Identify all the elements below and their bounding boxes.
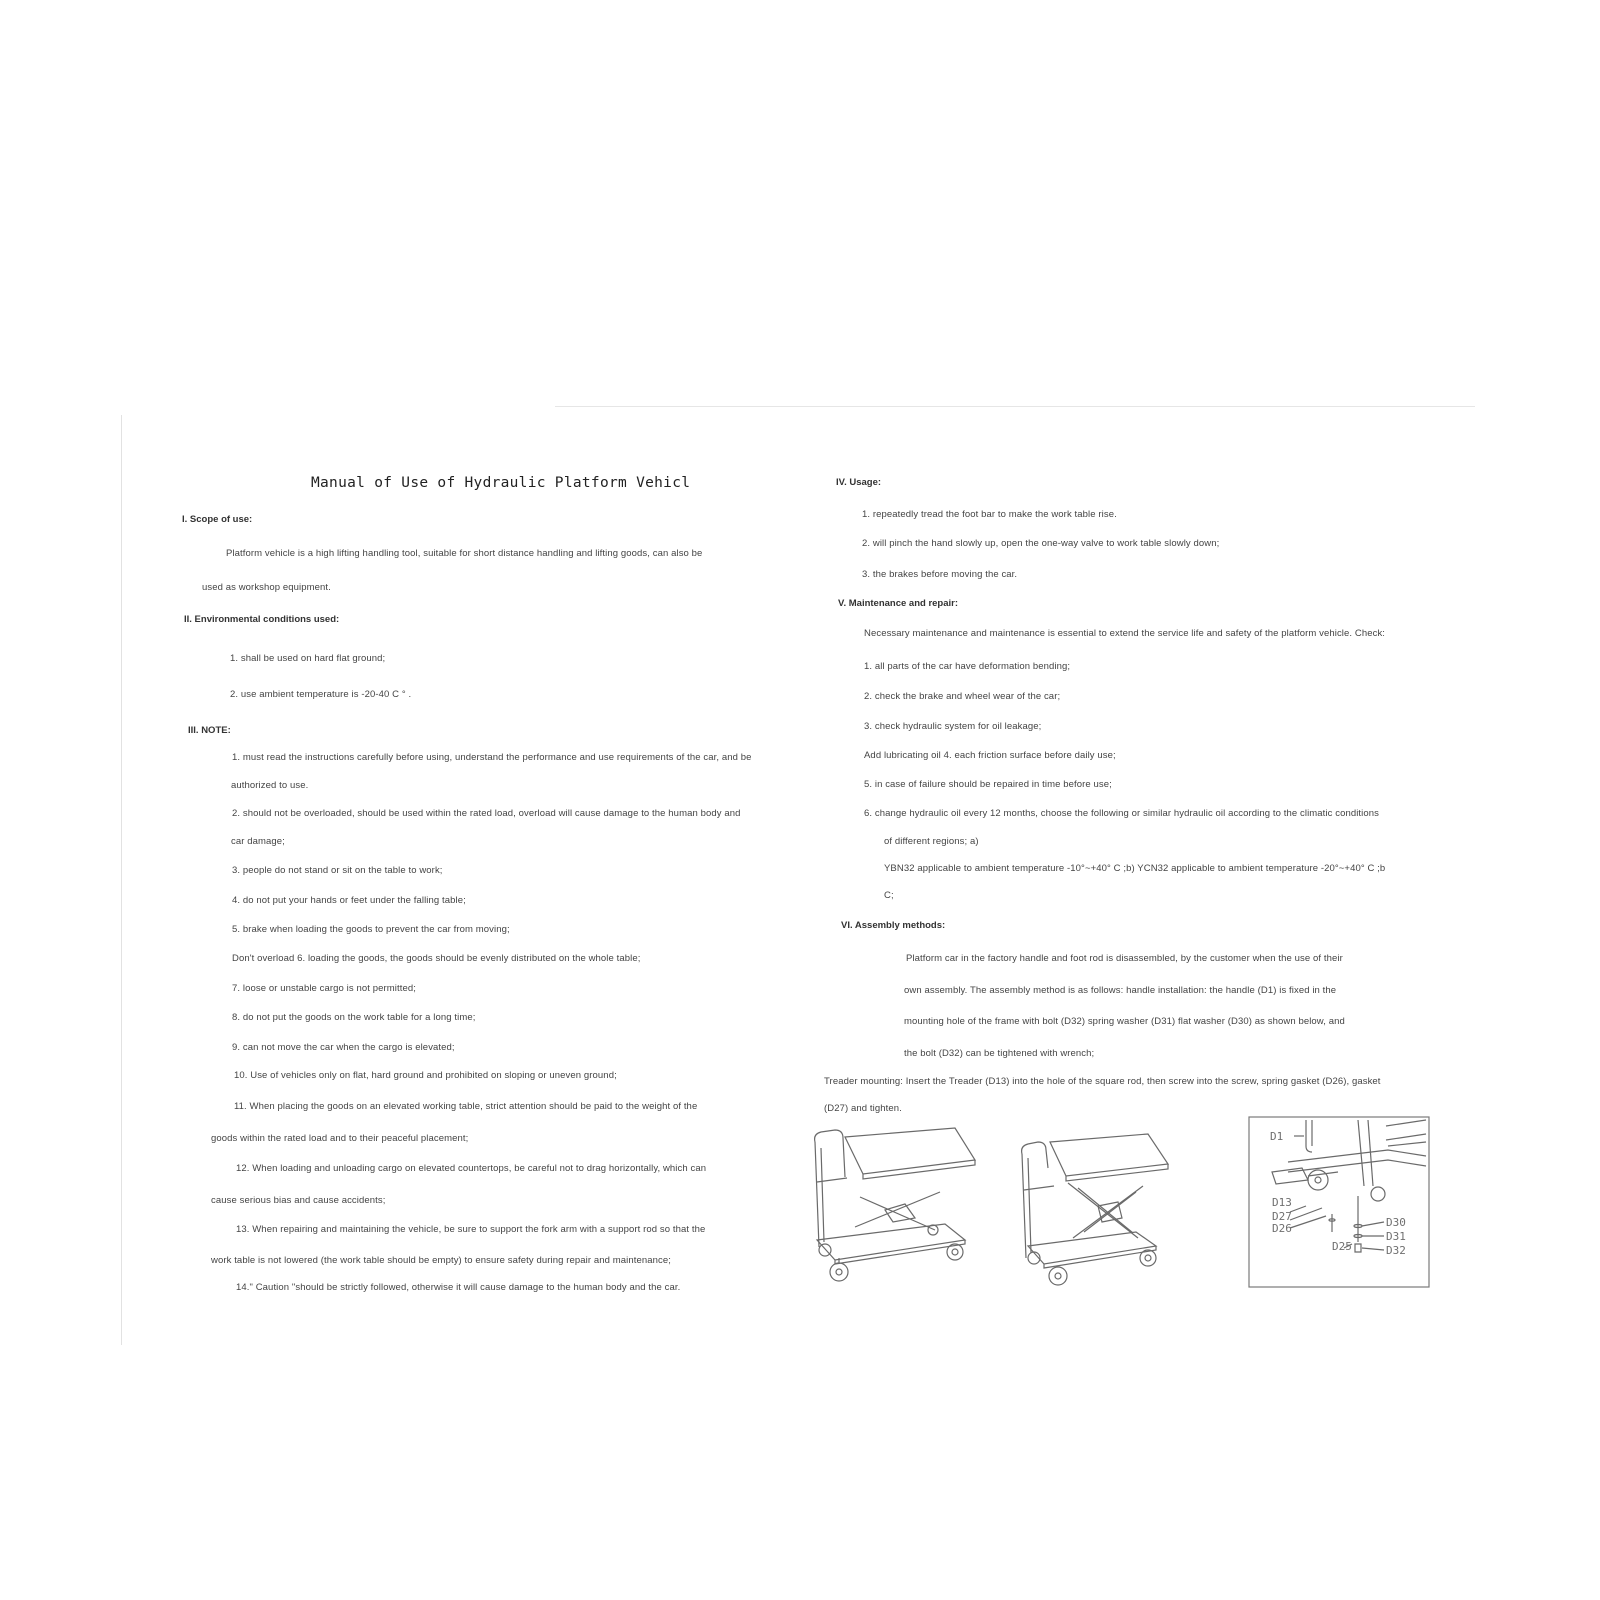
note-4: 4. do not put your hands or feet under the falling table; — [232, 895, 466, 906]
note-1-line1: 1. must read the instructions carefully before using, understand the performance and use requirements of the car, and be — [232, 752, 752, 763]
platform-cart-raised-figure — [1018, 1128, 1178, 1298]
note-10: 10. Use of vehicles only on flat, hard ground and prohibited on sloping or uneven ground; — [234, 1070, 617, 1081]
diagram-label-d30: D30 — [1386, 1216, 1406, 1229]
note-heading: III. NOTE: — [188, 725, 231, 736]
note-14: 14." Caution "should be strictly followed, otherwise it will cause damage to the human body and the car. — [236, 1282, 681, 1293]
usage-item-2: 2. will pinch the hand slowly up, open the one-way valve to work table slowly down; — [862, 538, 1220, 549]
assembly-line2: own assembly. The assembly method is as follows: handle installation: the handle (D1) is fixed in the — [904, 985, 1337, 996]
usage-item-3: 3. the brakes before moving the car. — [862, 569, 1018, 580]
note-1-line2: authorized to use. — [231, 780, 309, 791]
maintenance-3: 3. check hydraulic system for oil leakage; — [864, 721, 1042, 732]
scope-heading: I. Scope of use: — [182, 514, 253, 525]
diagram-label-d31: D31 — [1386, 1230, 1406, 1243]
note-2-line2: car damage; — [231, 836, 285, 847]
maintenance-6-line2: of different regions; a) — [884, 836, 979, 847]
assembly-line1: Platform car in the factory handle and foot rod is disassembled, by the customer when the use of their — [906, 953, 1343, 964]
platform-cart-lowered-figure — [805, 1122, 985, 1297]
maintenance-6-line4: C; — [884, 890, 894, 901]
document-title: Manual of Use of Hydraulic Platform Vehicl — [311, 475, 691, 491]
maintenance-6-line3: YBN32 applicable to ambient temperature -10°~+40° C ;b) YCN32 applicable to ambient temperature -20°~+40° C ;b — [884, 863, 1386, 874]
scope-paragraph-line2: used as workshop equipment. — [202, 582, 331, 593]
note-12-line1: 12. When loading and unloading cargo on elevated countertops, be careful not to drag horizontally, which can — [236, 1163, 707, 1174]
maintenance-6-line1: 6. change hydraulic oil every 12 months, choose the following or similar hydraulic oil according to the climatic conditions — [864, 808, 1379, 819]
note-13-line2: work table is not lowered (the work table should be empty) to ensure safety during repair and maintenance; — [211, 1255, 671, 1266]
note-13-line1: 13. When repairing and maintaining the vehicle, be sure to support the fork arm with a support rod so that the — [236, 1224, 706, 1235]
diagram-label-d25: D25 — [1332, 1240, 1352, 1253]
diagram-label-d32: D32 — [1386, 1244, 1406, 1257]
note-7: 7. loose or unstable cargo is not permitted; — [232, 983, 416, 994]
diagram-label-d13: D13 — [1272, 1196, 1292, 1209]
treader-line1: Treader mounting: Insert the Treader (D13) into the hole of the square rod, then screw into the screw, spring gasket (D26), gasket — [824, 1076, 1381, 1087]
scope-paragraph-line1: Platform vehicle is a high lifting handling tool, suitable for short distance handling and lifting goods, can also be — [226, 548, 703, 559]
note-9: 9. can not move the car when the cargo is elevated; — [232, 1042, 455, 1053]
assembly-line4: the bolt (D32) can be tightened with wrench; — [904, 1048, 1095, 1059]
paper-edge-left — [121, 415, 122, 1345]
treader-line2: (D27) and tighten. — [824, 1103, 902, 1114]
maintenance-2: 2. check the brake and wheel wear of the car; — [864, 691, 1061, 702]
note-11-line1: 11. When placing the goods on an elevated working table, strict attention should be paid to the weight of the — [234, 1101, 698, 1112]
note-12-line2: cause serious bias and cause accidents; — [211, 1195, 386, 1206]
note-2-line1: 2. should not be overloaded, should be used within the rated load, overload will cause damage to the human body and — [232, 808, 741, 819]
env-item-1: 1. shall be used on hard flat ground; — [230, 653, 386, 664]
assembly-line3: mounting hole of the frame with bolt (D32) spring washer (D31) flat washer (D30) as shown below, and — [904, 1016, 1345, 1027]
paper-edge-top — [555, 406, 1475, 407]
usage-heading: IV. Usage: — [836, 477, 882, 488]
maintenance-intro: Necessary maintenance and maintenance is essential to extend the service life and safety of the platform vehicle. Check: — [864, 628, 1386, 639]
note-6: Don't overload 6. loading the goods, the goods should be evenly distributed on the whole table; — [232, 953, 641, 964]
note-8: 8. do not put the goods on the work table for a long time; — [232, 1012, 476, 1023]
env-heading: II. Environmental conditions used: — [184, 614, 340, 625]
note-3: 3. people do not stand or sit on the table to work; — [232, 865, 443, 876]
assembly-detail-figure — [1248, 1116, 1430, 1288]
maintenance-heading: V. Maintenance and repair: — [838, 598, 959, 609]
diagram-label-d26: D26 — [1272, 1222, 1292, 1235]
note-11-line2: goods within the rated load and to their peaceful placement; — [211, 1133, 469, 1144]
note-5: 5. brake when loading the goods to prevent the car from moving; — [232, 924, 510, 935]
env-item-2: 2. use ambient temperature is -20-40 C ° . — [230, 689, 412, 700]
maintenance-1: 1. all parts of the car have deformation bending; — [864, 661, 1071, 672]
maintenance-5: 5. in case of failure should be repaired in time before use; — [864, 779, 1112, 790]
usage-item-1: 1. repeatedly tread the foot bar to make the work table rise. — [862, 509, 1117, 520]
diagram-label-d1: D1 — [1270, 1130, 1284, 1143]
assembly-heading: VI. Assembly methods: — [841, 920, 946, 931]
maintenance-4: Add lubricating oil 4. each friction surface before daily use; — [864, 750, 1116, 761]
diagram-label-d27: D27 — [1272, 1210, 1292, 1223]
